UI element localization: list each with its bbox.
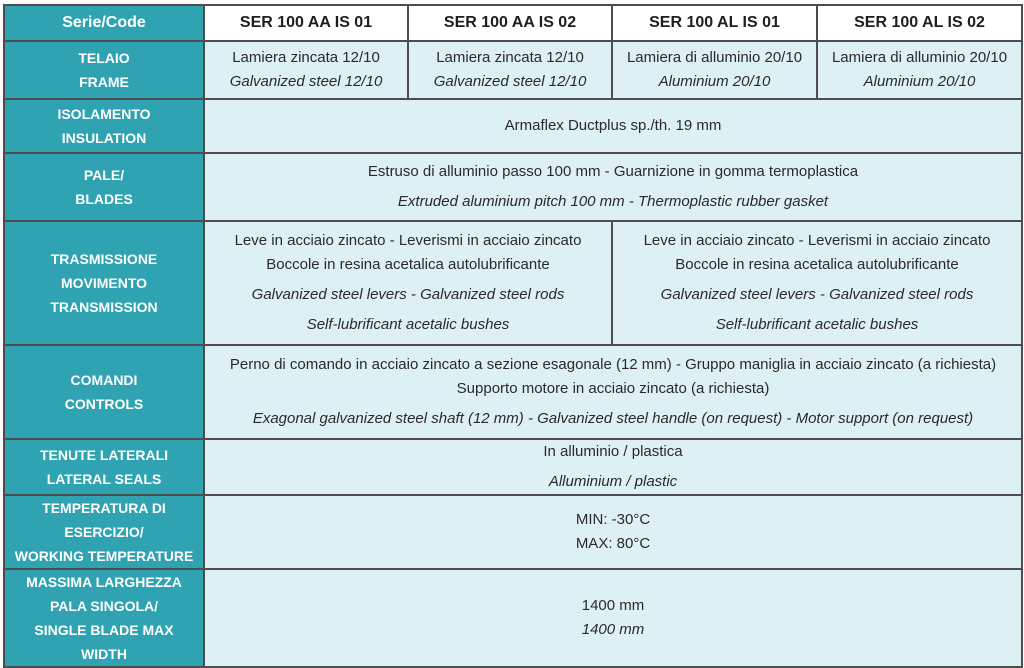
code-header-3: SER 100 AL IS 01 — [612, 5, 817, 41]
temperature-label-it: TEMPERATURA DI ESERCIZIO/ — [42, 500, 166, 540]
code-header-2: SER 100 AA IS 02 — [408, 5, 612, 41]
temperature-label — [4, 495, 204, 569]
frame-value-1 — [204, 41, 408, 99]
lateral-seals-value — [204, 439, 1022, 495]
frame-row — [4, 41, 1022, 99]
transmission-it-line-1: Leve in acciaio zincato - Leverismi in acciaio zincato — [643, 232, 991, 249]
controls-en-line: Exagonal galvanized steel shaft (12 mm) - Galvanized steel handle (on request) - Motor support (on request) — [252, 410, 974, 427]
insulation-value: Armaflex Ductplus sp./th. 19 mm — [204, 99, 1022, 153]
transmission-en-line-1: Galvanized steel levers - Galvanized steel rods — [660, 286, 974, 303]
controls-label — [4, 345, 204, 439]
lateral-seals-label-en: LATERAL SEALS — [46, 471, 162, 487]
frame-value-it: Lamiera zincata 12/10 — [436, 49, 584, 66]
frame-value-en: Aluminium 20/10 — [863, 73, 976, 90]
frame-value-it: Lamiera di alluminio 20/10 — [626, 49, 803, 66]
frame-label — [4, 41, 204, 99]
blade-width-label-line-2: PALA SINGOLA/ — [49, 598, 159, 614]
controls-it-line-2: Supporto motore in acciaio zincato (a richiesta) — [456, 380, 770, 397]
temperature-max: MAX: 80°C — [575, 535, 651, 552]
temperature-min: MIN: -30°C — [575, 511, 651, 528]
blade-width-value-it: 1400 mm — [581, 597, 645, 614]
transmission-en-line-2: Self-lubrificant acetalic bushes — [306, 316, 510, 333]
frame-value-4 — [817, 41, 1022, 99]
transmission-it-line-2: Boccole in resina acetalica autolubrificante — [266, 256, 550, 273]
blade-width-label-line-3: SINGLE BLADE MAX WIDTH — [34, 622, 174, 662]
temperature-label-en: WORKING TEMPERATURE — [14, 548, 194, 564]
controls-label-it: COMANDI — [70, 372, 138, 388]
blade-width-row — [4, 569, 1022, 667]
frame-value-2 — [408, 41, 612, 99]
transmission-en-line-2: Self-lubrificant acetalic bushes — [715, 316, 919, 333]
temperature-value — [204, 495, 1022, 569]
insulation-label-en: INSULATION — [61, 130, 147, 146]
controls-it-line-1: Perno di comando in acciaio zincato a sezione esagonale (12 mm) - Gruppo maniglia in acciaio zincato (a richiesta) — [229, 356, 997, 373]
transmission-it-line-2: Boccole in resina acetalica autolubrificante — [675, 256, 959, 273]
transmission-value-al — [612, 221, 1022, 345]
spec-sheet — [3, 4, 1021, 668]
controls-value — [204, 345, 1022, 439]
spec-table — [3, 4, 1023, 668]
blade-width-label — [4, 569, 204, 667]
serie-code-header: Serie/Code — [4, 5, 204, 41]
transmission-en-line-1: Galvanized steel levers - Galvanized steel rods — [251, 286, 565, 303]
blade-width-value — [204, 569, 1022, 667]
transmission-value-aa — [204, 221, 612, 345]
frame-value-en: Aluminium 20/10 — [658, 73, 771, 90]
lateral-seals-label-it: TENUTE LATERALI — [39, 447, 169, 463]
transmission-label — [4, 221, 204, 345]
insulation-row — [4, 99, 1022, 153]
lateral-seals-value-it: In alluminio / plastica — [543, 443, 683, 460]
lateral-seals-value-en: Alluminium / plastic — [548, 473, 678, 490]
lateral-seals-label — [4, 439, 204, 495]
frame-value-en: Galvanized steel 12/10 — [229, 73, 383, 90]
frame-value-it: Lamiera di alluminio 20/10 — [831, 49, 1008, 66]
transmission-label-en: TRANSMISSION — [50, 299, 158, 315]
code-header-1: SER 100 AA IS 01 — [204, 5, 408, 41]
temperature-row — [4, 495, 1022, 569]
frame-label-en: FRAME — [79, 74, 129, 90]
blades-value — [204, 153, 1022, 221]
controls-row — [4, 345, 1022, 439]
transmission-label-it: TRASMISSIONE MOVIMENTO — [50, 251, 158, 291]
lateral-seals-row — [4, 439, 1022, 495]
code-header-4: SER 100 AL IS 02 — [817, 5, 1022, 41]
blades-row — [4, 153, 1022, 221]
blades-label-en: BLADES — [75, 191, 133, 207]
blade-width-label-line-1: MASSIMA LARGHEZZA — [26, 574, 182, 590]
transmission-it-line-1: Leve in acciaio zincato - Leverismi in acciaio zincato — [234, 232, 582, 249]
blades-label — [4, 153, 204, 221]
blades-value-en: Extruded aluminium pitch 100 mm - Thermoplastic rubber gasket — [397, 193, 829, 210]
insulation-label-it: ISOLAMENTO — [57, 106, 151, 122]
blades-value-it: Estruso di alluminio passo 100 mm - Guarnizione in gomma termoplastica — [367, 163, 859, 180]
frame-value-3 — [612, 41, 817, 99]
frame-label-it: TELAIO — [78, 50, 130, 66]
blades-label-it: PALE/ — [83, 167, 125, 183]
transmission-row — [4, 221, 1022, 345]
frame-value-it: Lamiera zincata 12/10 — [232, 49, 380, 66]
controls-label-en: CONTROLS — [64, 396, 144, 412]
header-row — [4, 5, 1022, 41]
insulation-label — [4, 99, 204, 153]
blade-width-value-en: 1400 mm — [581, 621, 645, 638]
frame-value-en: Galvanized steel 12/10 — [433, 73, 587, 90]
